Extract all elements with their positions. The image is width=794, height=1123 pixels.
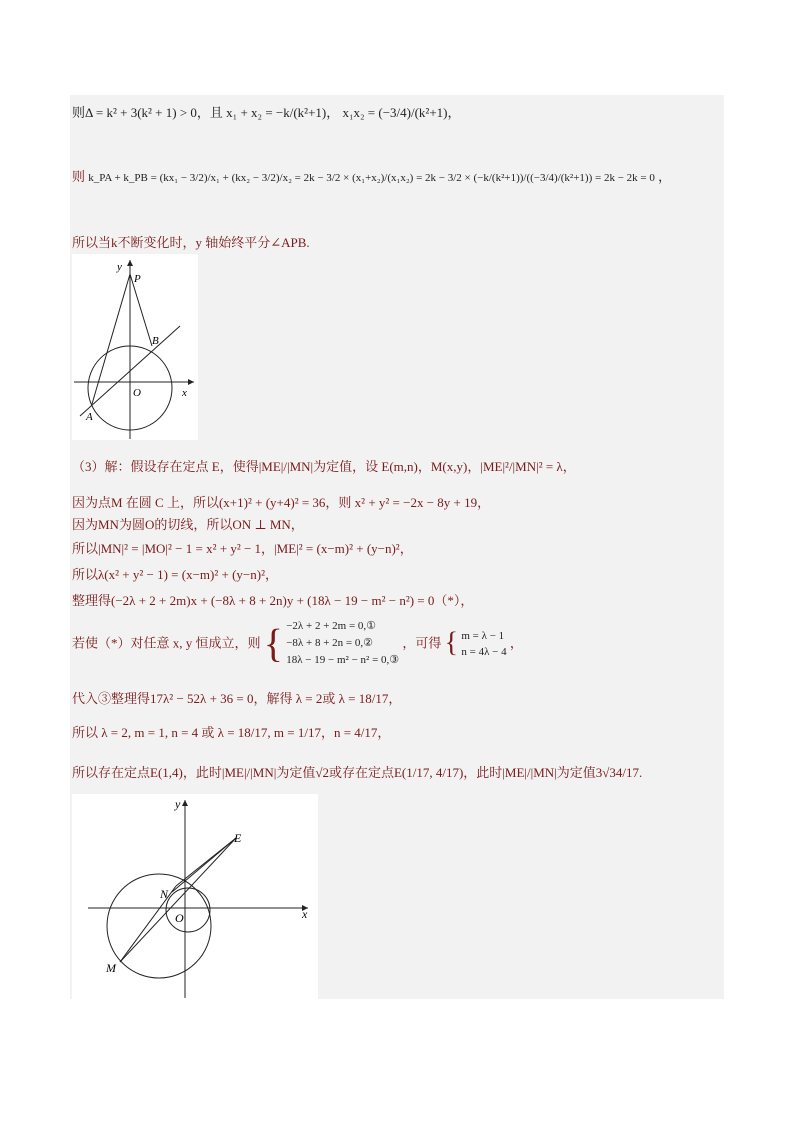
fig2-o-label: O: [175, 911, 184, 925]
line-solutions: [72, 724, 390, 742]
fig1-a-label: A: [86, 411, 93, 423]
line-slope-sum: [72, 168, 671, 187]
system-eq-1: −2λ + 2 + 2m = 0,①: [286, 620, 377, 632]
result-n: n = 4λ − 4: [461, 645, 507, 658]
line-substitute: [72, 690, 401, 708]
line-discriminant: [72, 104, 460, 122]
part3-intro-text: （3）解：假设存在定点 E，使得|ME|/|MN|为定值，设 E(m,n)，M(x,y)，|ME|²/|MN|² = λ，: [72, 459, 576, 474]
discriminant-text: 则Δ = k² + 3(k² + 1) > 0，且 x₁ + x₂ = −k/(k²+1)， x₁x₂ = (−3/4)/(k²+1)，: [72, 105, 461, 120]
solutions-text: 所以 λ = 2, m = 1, n = 4 或 λ = 18/17, m = 1/17，n = 4/17，: [72, 725, 391, 740]
system-results: [461, 628, 506, 660]
line-part3-intro: [72, 458, 576, 476]
line-circle-c: [72, 494, 490, 512]
system-suffix: ，: [509, 635, 523, 651]
lambda-eq-text: 所以λ(x² + y² − 1) = (x−m)² + (y−n)²，: [72, 567, 278, 582]
line-rearranged: [72, 592, 473, 610]
line-tangent: [72, 516, 304, 534]
conclusion-1-text: 所以当k不断变化时，y 轴始终平分∠APB.: [72, 235, 310, 250]
slope-suffix: ，: [658, 169, 672, 184]
fig1-x-label: x: [182, 387, 187, 399]
system-mid: ，可得: [402, 635, 442, 651]
fig1-b-label: B: [152, 335, 159, 347]
figure-2: [72, 794, 318, 999]
tangent-text: 因为MN为圆O的切线，所以ON ⊥ MN，: [72, 517, 304, 532]
figure-1: [72, 254, 198, 440]
fig1-y-label: y: [117, 261, 122, 273]
fig2-y-label: y: [175, 797, 181, 811]
fig2-m-label: M: [106, 961, 116, 975]
slope-expression: k_PA + k_PB = (kx₁ − 3/2)/x₁ + (kx₂ − 3/2)/x₂ = 2k − 3/2 × (x₁+x₂)/(x₁x₂) = 2k − 3/2 × (−k/(k²+1))/((−3/4)/(k²+1)) = 2k − 2k = 0: [88, 172, 655, 184]
system-prefix: 若使（*）对任意 x, y 恒成立，则: [72, 635, 261, 651]
line-system: 若使（*）对任意 x, y 恒成立，则 { −2λ + 2 + 2m = 0,① −8λ + 8 + 2n = 0,② 18λ − 19 − m² − n² = 0,③ ，可得 { m = λ − 1 n = 4λ − 4 ，: [72, 618, 523, 674]
rearranged-text: 整理得(−2λ + 2 + 2m)x + (−8λ + 8 + 2n)y + (18λ − 19 − m² − n²) = 0（*），: [72, 593, 474, 608]
line-mn-squared: [72, 540, 413, 558]
final-text: 所以存在定点E(1,4)，此时|ME|/|MN|为定值√2或存在定点E(1/17, 4/17)，此时|ME|/|MN|为定值3√34/17.: [72, 765, 643, 780]
fig1-p-label: P: [134, 273, 141, 285]
mn-squared-text: 所以|MN|² = |MO|² − 1 = x² + y² − 1，|ME|² = (x−m)² + (y−n)²，: [72, 541, 413, 556]
line-conclusion-1: [72, 234, 310, 252]
system-eq-2: −8λ + 8 + 2n = 0,②: [286, 637, 373, 649]
slope-prefix: 则: [72, 169, 86, 184]
fig2-e-label: E: [234, 831, 242, 845]
circle-c-text: 因为点M 在圆 C 上，所以(x+1)² + (y+4)² = 36，则 x² + y² = −2x − 8y + 19，: [72, 495, 491, 510]
result-m: m = λ − 1: [461, 629, 505, 642]
substitute-text: 代入③整理得17λ² − 52λ + 36 = 0，解得 λ = 2或 λ = 18/17，: [72, 691, 402, 706]
fig1-o-label: O: [133, 387, 141, 399]
fig2-x-label: x: [302, 907, 308, 921]
line-lambda-eq: [72, 566, 278, 584]
fig2-n-label: N: [160, 887, 169, 901]
line-final: [72, 764, 642, 782]
system-equations: [286, 618, 399, 669]
system-eq-3: 18λ − 19 − m² − n² = 0,③: [286, 654, 400, 666]
